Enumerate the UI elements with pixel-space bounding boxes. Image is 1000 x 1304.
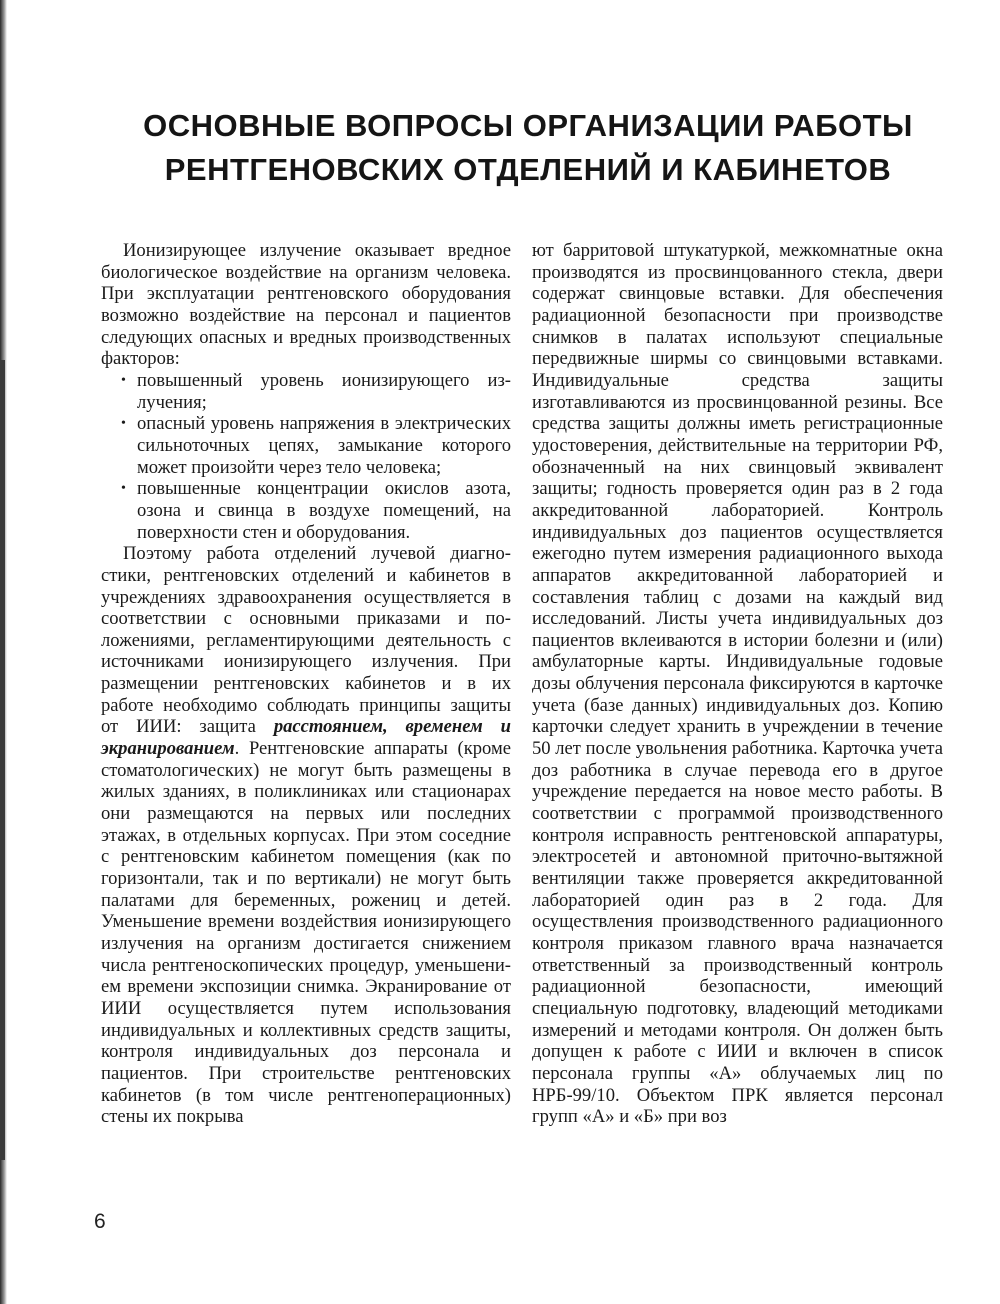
list-item bbox=[101, 413, 511, 478]
bullet-icon: • bbox=[121, 481, 126, 497]
chapter-title-line-2: РЕНТГЕНОВСКИХ ОТДЕЛЕНИЙ И КАБИНЕТОВ bbox=[164, 152, 892, 187]
list-item-text: повышенные концентрации окислов азота, озона и свинца в воздухе помещений, на поверхности стен и оборудования. bbox=[137, 478, 511, 543]
list-item bbox=[101, 478, 511, 543]
body-text: Поэтому работа отделений лучевой диагностики, рентгеновских отделений и кабинетов в учреждениях здравоохранения осуществляется в соответствии с основными приказами и положениями, регламентирующими деятельность с источниками ионизирующего излучения. При размещении рентгеновских кабинетов и в их работе необходимо соблюдать принципы защиты от ИИИ: защита bbox=[101, 543, 511, 738]
page-number: 6 bbox=[94, 1210, 106, 1233]
intro-paragraph: Ионизирующее излучение оказывает вредное биологическое воздействие на организм человека. При эксплуатации рентгеновского оборудования возможно воздействие на персонал и пациентов следующих опасных и вредных производственных факторов: bbox=[101, 240, 511, 370]
chapter-title bbox=[100, 104, 956, 192]
hazard-factor-list bbox=[101, 370, 511, 543]
body-text: . Рентгеновские аппараты (кроме стоматологических) не могут быть размещены в жилых зданиях, в поликлиниках или стационарах они размещаются на первых или последних этажах, в отдельных корпусах. При этом соседние с рентгеновским кабинетом помещения (как по горизонтали, так и по вертикали) не могут быть палатами для беременных, рожениц и детей. Уменьшение времени воздействия ионизирующего излучения на организм достигается снижением числа рентгеноскопических процедур, уменьшением времени экспозиции снимка. Экранирование от ИИИ осуществляется путем использования индивидуальных и коллективных средств защиты, контроля индивидуальных доз персонала и пациентов. При строительстве рентгеновских кабинетов (в том числе рентгеноперационных) стены их покрыва bbox=[101, 738, 511, 1128]
list-item-text: повышенный уровень ионизирующего излучения; bbox=[137, 369, 511, 413]
list-item bbox=[101, 370, 511, 413]
page-binding-shadow bbox=[0, 0, 7, 1304]
protection-principles-emphasis: расстоянием, временем и экранированием bbox=[101, 716, 511, 760]
list-item-text: опасный уровень напряжения в электрических сильноточных цепях, замыкание которого может произойти через тело человека; bbox=[137, 413, 511, 478]
left-text-column bbox=[101, 240, 511, 1128]
bullet-icon: • bbox=[121, 372, 126, 388]
body-paragraph bbox=[101, 543, 511, 1128]
bullet-icon: • bbox=[121, 416, 126, 432]
chapter-title-line-1: ОСНОВНЫЕ ВОПРОСЫ ОРГАНИЗАЦИИ РАБОТЫ bbox=[143, 108, 913, 143]
right-text-column bbox=[532, 240, 943, 1128]
body-paragraph: ют барритовой штукатуркой, межкомнатные окна производятся из просвинцованного стекла, двери содержат свинцовые вставки. Для обеспечения радиационной безопасности при производстве снимков в палатах используют специальные передвижные ширмы со свинцовыми вставками. Индивидуальные средства защиты изготавливаются из просвинцованной резины. Все средства защиты должны иметь регистрационные удостоверения, действительные на территории РФ, обозначенный на них свинцовый эквивалент защиты; годность проверяется один раз в 2 года аккредитованной лабораторией. Контроль индивидуальных доз пациентов осуществляется ежегодно путем измерения радиационного выхода аппаратов аккредитованной лабораторией и составления таблиц с дозами на каждый вид исследований. Листы учета индивидуальных доз пациентов вклеиваются в истории болезни и (или) амбулаторные карты. Индивидуальные годовые дозы облучения персонала фиксируются в карточке учета (базе данных) индивидуальных доз. Копию карточки следует хранить в учреждении в течение 50 лет после увольнения работника. Карточка учета доз работника в случае перевода его в другое учреждение передается на новое место работы. В соответствии с программой производственного контроля исправность рентгеновской аппаратуры, электросетей и автономной приточно-вытяжной вентиляции также проверяется аккредитованной лабораторией один раз в 2 года. Для осуществления производственного радиационного контроля приказом главного врача назначается ответственный за производственный контроль радиационной безопасности, имеющий специальную подготовку, владеющий методиками измерений и методами контроля. Он должен быть допущен к работе с ИИИ и включен в список персонала группы «А» облучаемых лиц по НРБ-99/10. Объектом ПРК является персонал групп «А» и «Б» при воз bbox=[532, 240, 943, 1128]
